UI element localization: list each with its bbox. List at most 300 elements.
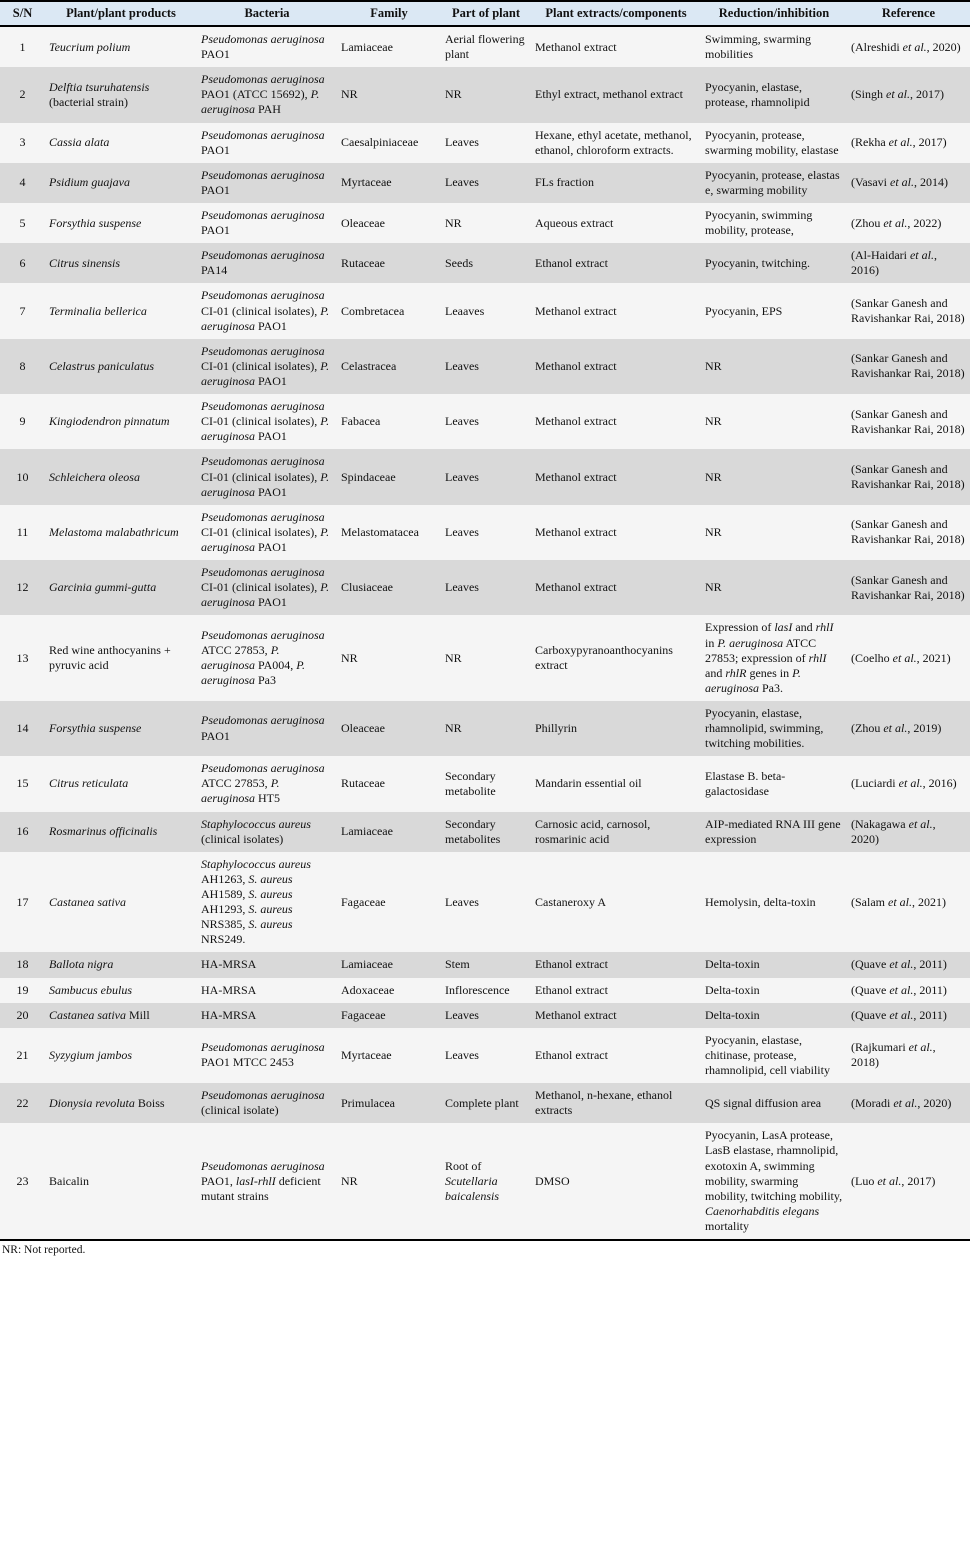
table-row (0, 449, 970, 504)
cell-reference: (Sankar Ganesh and Ravishankar Rai, 2018) (851, 406, 965, 436)
cell-family: Oleaceae (341, 721, 385, 736)
cell-bacteria: Staphylococcus aureus AH1263, S. aureus AH1589, S. aureus AH1293, S. aureus NRS385, S. aureus NRS249. (201, 856, 311, 947)
italic-term: Pseudomonas aeruginosa (201, 32, 325, 46)
italic-term: Castanea sativa (49, 894, 126, 909)
cell-extracts: Mandarin essential oil (535, 776, 642, 791)
cell-bacteria: Pseudomonas aeruginosa PAO1 (201, 713, 325, 743)
cell-extracts: FLs fraction (535, 175, 594, 190)
cell-extracts: Ethanol extract (535, 255, 608, 270)
cell-plant (45, 394, 197, 449)
table-footnote: NR: Not reported. (2, 1244, 86, 1257)
cell-bacteria: Pseudomonas aeruginosa (clinical isolate) (201, 1088, 325, 1118)
cell-family: Myrtaceae (341, 175, 392, 190)
cell-reduction: AIP-mediated RNA III gene expression (705, 816, 841, 846)
table-row (0, 394, 970, 449)
italic-term: Rosmarinus officinalis (49, 824, 158, 839)
italic-term: Psidium guajava (49, 175, 130, 190)
cell-reduction: Delta-toxin (705, 1007, 760, 1022)
cell-extracts: Ethanol extract (535, 982, 608, 997)
table-header (0, 1, 970, 26)
italic-term: et al. (889, 982, 914, 997)
table-body (0, 26, 970, 1240)
italic-term: P. aeruginosa (201, 358, 330, 388)
italic-term: lasI-rhlI (235, 1173, 276, 1188)
cell-plant (45, 283, 197, 338)
cell-reference: (Alreshidi et al., 2020) (851, 39, 961, 54)
italic-term: et al. (898, 776, 923, 791)
italic-term: Ballota nigra (49, 957, 114, 972)
cell-sn: 21 (16, 1047, 29, 1062)
cell-bacteria: Pseudomonas aeruginosa ATCC 27853, P. aeruginosa HT5 (201, 761, 325, 806)
cell-bacteria: Pseudomonas aeruginosa CI-01 (clinical isolates), P. aeruginosa PAO1 (201, 399, 330, 444)
cell-plant (45, 26, 197, 67)
italic-term: Kingiodendron pinnatum (49, 414, 170, 429)
italic-term: et al. (908, 1040, 933, 1055)
col-header-sn: S/N (0, 1, 45, 26)
cell-extracts: Phillyrin (535, 721, 578, 736)
italic-term: Pseudomonas aeruginosa (201, 1158, 325, 1173)
italic-term: Terminalia bellerica (49, 303, 147, 318)
cell-part: NR (445, 87, 462, 102)
italic-term: et al. (893, 1095, 918, 1110)
col-header-reduction: Reduction/inhibition (701, 1, 847, 26)
cell-part: Secondary metabolites (445, 816, 501, 846)
cell-reference: (Singh et al., 2017) (851, 87, 945, 102)
italic-term: et al. (889, 1007, 914, 1022)
cell-family: NR (341, 87, 358, 102)
italic-term: Schleichera oleosa (49, 469, 140, 484)
cell-family: Lamiaceae (341, 39, 393, 54)
italic-term: Citrus sinensis (49, 255, 121, 270)
table-row (0, 505, 970, 560)
cell-plant (45, 952, 197, 977)
cell-reference: (Zhou et al., 2019) (851, 721, 942, 736)
cell-family: NR (341, 650, 358, 665)
cell-part: Leaves (445, 175, 479, 190)
cell-sn: 14 (16, 721, 29, 736)
table-row (0, 26, 970, 67)
cell-plant (45, 756, 197, 811)
cell-family: Lamiaceae (341, 957, 393, 972)
cell-reduction: Pyocyanin, EPS (705, 303, 783, 318)
cell-extracts: Methanol extract (535, 358, 617, 373)
cell-extracts: Methanol extract (535, 39, 617, 54)
cell-extracts: Methanol extract (535, 414, 617, 429)
cell-part: Complete plant (445, 1095, 519, 1110)
cell-part: Leaves (445, 414, 479, 429)
cell-sn: 20 (16, 1007, 29, 1022)
cell-plant (45, 1028, 197, 1083)
italic-term: Forsythia suspense (49, 215, 142, 230)
cell-reference: (Nakagawa et al., 2020) (851, 816, 936, 846)
cell-sn: 3 (19, 135, 26, 150)
table-row (0, 560, 970, 615)
cell-sn: 5 (19, 215, 26, 230)
italic-term: Staphylococcus aureus (201, 856, 311, 871)
italic-term: Castanea sativa (49, 1007, 126, 1022)
table-row (0, 1083, 970, 1123)
cell-part: Root of Scutellaria baicalensis (445, 1158, 499, 1203)
cell-part: Leaves (445, 580, 479, 595)
cell-extracts: Ethanol extract (535, 957, 608, 972)
cell-extracts: DMSO (535, 1173, 570, 1188)
cell-plant: Castanea sativa Mill (49, 1007, 150, 1022)
italic-term: et al. (909, 248, 934, 263)
cell-reduction: NR (705, 358, 722, 373)
italic-term: et al. (886, 87, 911, 102)
cell-reference: (Sankar Ganesh and Ravishankar Rai, 2018) (851, 295, 965, 326)
italic-term: P. aeruginosa (201, 658, 306, 688)
cell-plant (45, 505, 197, 560)
cell-bacteria: Pseudomonas aeruginosa CI-01 (clinical isolates), P. aeruginosa PAO1 (201, 288, 330, 333)
cell-family: Fabacea (341, 414, 381, 429)
cell-reduction: Expression of lasI and rhlI in P. aeruginosa ATCC 27853; expression of rhlI and rhlR genes in P. aeruginosa Pa3. (705, 620, 834, 695)
cell-plant (45, 812, 197, 852)
cell-reduction: Pyocyanin, twitching. (705, 255, 810, 270)
cell-part: Leaves (445, 894, 479, 909)
cell-family: Combretacea (341, 303, 405, 318)
cell-reference: (Vasavi et al., 2014) (851, 175, 948, 190)
italic-term: Pseudomonas aeruginosa (201, 207, 325, 222)
cell-family: Primulacea (341, 1095, 395, 1110)
italic-term: Dionysia revoluta (49, 1095, 135, 1110)
cell-reduction: Delta-toxin (705, 982, 760, 997)
italic-term: Staphylococcus aureus (201, 816, 311, 831)
cell-family: Spindaceae (341, 469, 396, 484)
cell-extracts: Methanol extract (535, 469, 617, 484)
cell-sn: 12 (16, 580, 29, 595)
col-header-plant: Plant/plant products (45, 1, 197, 26)
cell-sn: 2 (19, 87, 26, 102)
cell-reduction: Hemolysin, delta-toxin (705, 894, 816, 909)
cell-reference: (Rajkumari et al., 2018) (851, 1040, 936, 1070)
cell-reference: (Sankar Ganesh and Ravishankar Rai, 2018) (851, 517, 965, 547)
cell-part: Leaves (445, 1047, 479, 1062)
cell-sn: 11 (16, 524, 29, 539)
cell-plant: Red wine anthocyanins + pyruvic acid (49, 643, 171, 673)
cell-reference: (Rekha et al., 2017) (851, 135, 947, 150)
table-row (0, 203, 970, 243)
cell-bacteria: Pseudomonas aeruginosa PAO1 MTCC 2453 (201, 1040, 325, 1070)
cell-reduction: Pyocyanin, protease, elastas e, swarming mobility (705, 167, 840, 197)
cell-reduction: Pyocyanin, elastase, protease, rhamnolipid (705, 79, 810, 109)
table-row (0, 812, 970, 852)
table-row (0, 756, 970, 811)
italic-term: P. aeruginosa (705, 665, 801, 695)
cell-plant: Baicalin (49, 1173, 89, 1188)
italic-term: rhlR (725, 665, 747, 680)
cell-family: Clusiaceae (341, 580, 393, 595)
cell-reduction: Pyocyanin, LasA protease, LasB elastase, rhamnolipid, exotoxin A, swimming mobility, swarming mobility, twitching mobility, Caenorhabditis elegans mortality (705, 1128, 843, 1233)
table-row (0, 978, 970, 1003)
cell-bacteria: Pseudomonas aeruginosa CI-01 (clinical isolates), P. aeruginosa PAO1 (201, 565, 330, 610)
cell-plant (45, 339, 197, 394)
cell-reduction: Pyocyanin, swimming mobility, protease, (705, 207, 813, 238)
cell-reduction: NR (705, 580, 722, 595)
cell-extracts: Castaneroxy A (535, 894, 606, 909)
cell-family: Fagaceae (341, 894, 386, 909)
cell-reduction: QS signal diffusion area (705, 1095, 822, 1110)
italic-term: Syzygium jambos (49, 1047, 132, 1062)
cell-extracts: Methanol extract (535, 580, 617, 595)
table-row (0, 339, 970, 394)
italic-term: rhlI (808, 650, 827, 665)
cell-family: Lamiaceae (341, 824, 393, 839)
cell-plant (45, 243, 197, 283)
table-row (0, 615, 970, 701)
cell-plant: Delftia tsuruhatensis (bacterial strain) (49, 79, 150, 109)
cell-reference: (Sankar Ganesh and Ravishankar Rai, 2018) (851, 461, 965, 492)
italic-term: Pseudomonas aeruginosa (201, 1088, 325, 1103)
cell-family: Rutaceae (341, 255, 385, 270)
cell-bacteria: Pseudomonas aeruginosa PAO1 (201, 207, 325, 238)
italic-term: Scutellaria baicalensis (445, 1173, 499, 1203)
cell-sn: 1 (19, 39, 26, 54)
table-row (0, 1003, 970, 1028)
italic-term: P. aeruginosa (201, 303, 330, 333)
cell-reference: (Coelho et al., 2021) (851, 650, 951, 665)
italic-term: Pseudomonas aeruginosa (201, 761, 325, 776)
cell-reference: (Al-Haidari et al., 2016) (851, 248, 937, 278)
cell-plant (45, 449, 197, 504)
cell-reference: (Quave et al., 2011) (851, 982, 947, 997)
cell-sn: 16 (16, 824, 29, 839)
cell-family: Adoxaceae (341, 982, 395, 997)
cell-bacteria: Pseudomonas aeruginosa CI-01 (clinical isolates), P. aeruginosa PAO1 (201, 509, 330, 554)
italic-term: Pseudomonas aeruginosa (201, 1040, 325, 1055)
cell-part: Leaaves (445, 303, 485, 318)
cell-reduction: Elastase B. beta-galactosidase (705, 768, 786, 798)
italic-term: P. aeruginosa (201, 776, 280, 806)
table-row (0, 67, 970, 122)
cell-reference: (Quave et al., 2011) (851, 1007, 947, 1022)
italic-term: Pseudomonas aeruginosa (201, 343, 325, 358)
italic-term: et al. (877, 1173, 902, 1188)
cell-sn: 7 (19, 303, 26, 318)
cell-family: Melastomatacea (341, 524, 419, 539)
cell-plant (45, 978, 197, 1003)
italic-term: et al. (883, 721, 908, 736)
italic-term: rhlI (815, 620, 834, 635)
italic-term: Cassia alata (49, 135, 110, 150)
cell-reference: (Salam et al., 2021) (851, 894, 946, 909)
italic-term: et al. (888, 135, 913, 150)
italic-term: S. aureus (248, 902, 293, 917)
cell-part: Aerial flowering plant (445, 32, 525, 62)
cell-sn: 18 (16, 957, 29, 972)
header-row (0, 1, 970, 26)
italic-term: Delftia tsuruhatensis (49, 79, 150, 94)
cell-sn: 6 (19, 255, 26, 270)
cell-reduction: Pyocyanin, elastase, rhamnolipid, swimming, twitching mobilities. (705, 705, 824, 751)
cell-plant (45, 701, 197, 756)
italic-term: Garcinia gummi-gutta (49, 580, 157, 595)
cell-reference: (Moradi et al., 2020) (851, 1095, 952, 1110)
cell-family: NR (341, 1173, 358, 1188)
italic-term: Pseudomonas aeruginosa (201, 454, 325, 469)
cell-bacteria: Staphylococcus aureus (clinical isolates) (201, 816, 311, 846)
italic-term: Pseudomonas aeruginosa (201, 127, 325, 142)
cell-part: Secondary metabolite (445, 768, 496, 798)
cell-reduction: NR (705, 524, 722, 539)
cell-part: Leaves (445, 469, 479, 484)
italic-term: Pseudomonas aeruginosa (201, 399, 325, 414)
italic-term: et al. (889, 957, 914, 972)
italic-term: Citrus reticulata (49, 776, 129, 791)
col-header-extracts: Plant extracts/components (531, 1, 701, 26)
italic-term: Melastoma malabathricum (49, 524, 179, 539)
table-row (0, 852, 970, 953)
cell-extracts: Methanol extract (535, 1007, 617, 1022)
cell-extracts: Hexane, ethyl acetate, methanol, ethanol, chloroform extracts. (535, 127, 692, 157)
cell-sn: 9 (19, 414, 26, 429)
cell-family: Caesalpiniaceae (341, 135, 419, 150)
cell-reduction: NR (705, 414, 722, 429)
cell-plant (45, 163, 197, 203)
cell-part: Leaves (445, 524, 479, 539)
cell-sn: 17 (16, 894, 29, 909)
italic-term: P. aeruginosa (201, 469, 330, 499)
table-row (0, 123, 970, 163)
italic-term: S. aureus (248, 871, 293, 886)
table-row (0, 163, 970, 203)
cell-part: Seeds (445, 255, 473, 270)
italic-term: P. aeruginosa (201, 87, 320, 117)
cell-sn: 13 (16, 650, 29, 665)
cell-plant (45, 123, 197, 163)
italic-term: Sambucus ebulus (49, 982, 132, 997)
italic-term: Pseudomonas aeruginosa (201, 713, 325, 728)
cell-extracts: Methanol extract (535, 524, 617, 539)
table-row (0, 952, 970, 977)
col-header-part: Part of plant (441, 1, 531, 26)
cell-extracts: Carnosic acid, carnosol, rosmarinic acid (535, 816, 651, 846)
italic-term: et al. (890, 175, 914, 190)
cell-extracts: Ethyl extract, methanol extract (535, 87, 683, 102)
italic-term: Caenorhabditis elegans (705, 1203, 820, 1218)
cell-extracts: Methanol, n-hexane, ethanol extracts (535, 1088, 673, 1118)
italic-term: Pseudomonas aeruginosa (201, 509, 325, 524)
table-row (0, 283, 970, 338)
italic-term: Celastrus paniculatus (49, 358, 155, 373)
italic-term: et al. (892, 650, 917, 665)
italic-term: lasI (774, 620, 793, 635)
italic-term: Pseudomonas aeruginosa (201, 288, 325, 303)
cell-extracts: Methanol extract (535, 303, 617, 318)
cell-reference: (Zhou et al., 2022) (851, 215, 942, 230)
cell-plant (45, 852, 197, 953)
cell-bacteria: Pseudomonas aeruginosa PAO1 (201, 32, 325, 62)
cell-family: Celastracea (341, 358, 397, 373)
cell-family: Rutaceae (341, 776, 385, 791)
cell-sn: 15 (16, 776, 29, 791)
cell-extracts: Aqueous extract (535, 215, 614, 230)
cell-sn: 23 (16, 1173, 29, 1188)
col-header-family: Family (337, 1, 441, 26)
cell-reduction: Swimming, swarming mobilities (705, 32, 812, 62)
cell-sn: 10 (16, 469, 29, 484)
cell-part: Leaves (445, 1007, 479, 1022)
italic-term: et al. (908, 816, 933, 831)
cell-plant (45, 560, 197, 615)
cell-bacteria: Pseudomonas aeruginosa PAO1 (ATCC 15692), P. aeruginosa PAH (201, 72, 325, 117)
cell-sn: 4 (19, 175, 26, 190)
cell-sn: 19 (16, 982, 29, 997)
cell-reference: (Quave et al., 2011) (851, 957, 947, 972)
cell-plant: Dionysia revoluta Boiss (49, 1095, 165, 1110)
cell-sn: 22 (16, 1095, 29, 1110)
cell-plant (45, 203, 197, 243)
table-row (0, 243, 970, 283)
cell-reference: (Luo et al., 2017) (851, 1173, 936, 1188)
italic-term: Pseudomonas aeruginosa (201, 72, 325, 87)
italic-term: S. aureus (248, 887, 293, 902)
cell-reduction: NR (705, 469, 722, 484)
italic-term: et al. (902, 39, 927, 54)
cell-part: NR (445, 721, 462, 736)
italic-term: Teucrium polium (49, 39, 131, 54)
cell-reference: (Sankar Ganesh and Ravishankar Rai, 2018) (851, 351, 965, 381)
cell-part: Stem (445, 957, 470, 972)
cell-sn: 8 (19, 358, 26, 373)
italic-term: P. aeruginosa (201, 414, 330, 444)
cell-bacteria: Pseudomonas aeruginosa CI-01 (clinical isolates), P. aeruginosa PAO1 (201, 454, 330, 499)
table-row (0, 701, 970, 756)
italic-term: Pseudomonas aeruginosa (201, 167, 325, 182)
cell-bacteria: HA-MRSA (201, 957, 257, 972)
cell-bacteria: HA-MRSA (201, 982, 257, 997)
cell-bacteria: Pseudomonas aeruginosa PA14 (201, 248, 325, 278)
cell-reference: (Sankar Ganesh and Ravishankar Rai, 2018) (851, 572, 965, 602)
cell-bacteria: Pseudomonas aeruginosa PAO1, lasI-rhlI deficient mutant strains (201, 1158, 325, 1203)
cell-part: NR (445, 215, 462, 230)
italic-term: S. aureus (248, 917, 293, 932)
italic-term: P. aeruginosa (717, 635, 784, 650)
cell-family: Myrtaceae (341, 1047, 392, 1062)
table-row (0, 1028, 970, 1083)
cell-extracts: Ethanol extract (535, 1047, 608, 1062)
cell-bacteria: HA-MRSA (201, 1007, 257, 1022)
italic-term: Forsythia suspense (49, 721, 142, 736)
cell-part: Leaves (445, 135, 479, 150)
cell-family: Fagaceae (341, 1007, 386, 1022)
cell-part: Leaves (445, 358, 479, 373)
italic-term: Pseudomonas aeruginosa (201, 627, 325, 642)
cell-reduction: Pyocyanin, elastase, chitinase, protease, rhamnolipid, cell viability (705, 1032, 830, 1078)
cell-family: Oleaceae (341, 215, 385, 230)
cell-extracts: Carboxypyranoanthocyanins extract (535, 643, 673, 673)
cell-reduction: Pyocyanin, protease, swarming mobility, elastase (705, 127, 839, 157)
italic-term: P. aeruginosa (201, 524, 330, 554)
cell-part: Inflorescence (445, 982, 510, 997)
cell-reference: (Luciardi et al., 2016) (851, 776, 957, 791)
cell-reduction: Delta-toxin (705, 957, 760, 972)
italic-term: P. aeruginosa (201, 643, 280, 673)
italic-term: P. aeruginosa (201, 580, 330, 610)
cell-part: NR (445, 650, 462, 665)
cell-bacteria: Pseudomonas aeruginosa PAO1 (201, 127, 325, 157)
col-header-reference: Reference (847, 1, 970, 26)
col-header-bacteria: Bacteria (197, 1, 337, 26)
table-row (0, 1123, 970, 1240)
italic-term: Pseudomonas aeruginosa (201, 248, 325, 263)
italic-term: et al. (888, 894, 912, 909)
italic-term: et al. (883, 215, 908, 230)
cell-bacteria: Pseudomonas aeruginosa CI-01 (clinical isolates), P. aeruginosa PAO1 (201, 343, 330, 388)
cell-bacteria: Pseudomonas aeruginosa PAO1 (201, 167, 325, 197)
italic-term: Pseudomonas aeruginosa (201, 565, 325, 580)
cell-bacteria: Pseudomonas aeruginosa ATCC 27853, P. aeruginosa PA004, P. aeruginosa Pa3 (201, 627, 325, 688)
